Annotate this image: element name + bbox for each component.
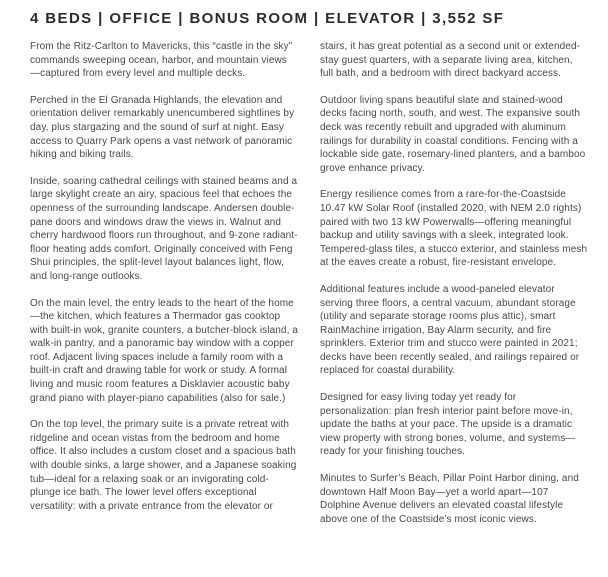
paragraph-top-level: On the top level, the primary suite is a private retreat with ridgeline and ocean vistas from the bedroom and home office. It also includes a custom closet and a spacious bath with double sinks, a large shower, and a Japanese soaking tub—ideal for a relaxing soak or an invigorating cold-plunge ice bath. The lower level offers exceptional versatility: with a private entrance from the elevator or	[30, 419, 297, 512]
paragraph-outdoor-living: Outdoor living spans beautiful slate and stained-wood decks facing north, south, and west. The expansive south deck was recently rebuilt and upgraded with aluminum railings for durability in coastal conditions. Fencing with a lockable side gate, rosemary-lined planters, and a bamboo grove enhance privacy.	[320, 94, 586, 174]
paragraph-energy: Energy resilience comes from a rare-for-the-Coastside 10.47 kW Solar Roof (installed 2020, with NEM 2.0 rights) paired with two 13 kW Powerwalls—offering meaningful backup and utility savings with a sleek, integrated look. Tempered-glass tiles, a stucco exterior, and stainless mesh at the eaves create a robust, fire-resistant envelope.	[320, 189, 588, 269]
paragraph-interior: Inside, soaring cathedral ceilings with stained beams and a large skylight create an airy, spacious feel that echoes the openness of the surrounding landscape. Andersen double-pane doors and windows draw the views in. Walnut and cherry hardwood floors run throughout, and 9-zone radiant-floor heating adds comfort. Originally conceived with Feng Shui principles, the split-level layout balances light, flow, and long-range outlooks.	[30, 175, 298, 282]
description-columns	[30, 40, 588, 526]
paragraph-overview: From the Ritz-Carlton to Mavericks, this “castle in the sky” commands sweeping ocean, harbor, and mountain views —captured from every level and multiple decks.	[30, 41, 293, 80]
right-column	[320, 40, 588, 526]
page-title: 4 BEDS | OFFICE | BONUS ROOM | ELEVATOR | 3,552 SF	[30, 10, 505, 27]
paragraph-personalization: Designed for easy living today yet ready for personalization: plan fresh interior paint before move-in, update the baths at your pace. The upside is a dramatic view property with strong bones, volume, and systems—ready for your finishing touches.	[320, 392, 576, 458]
paragraph-additional-features: Additional features include a wood-paneled elevator serving three floors, a central vacuum, abundant storage (utility and separate storage rooms plus attic), smart RainMachine irrigation, Bay Alarm security, and fire sprinklers. Exterior trim and stucco were painted in 2021; decks have been recently sealed, and railings repaired or replaced for coastal durability.	[320, 283, 580, 377]
paragraph-main-level: On the main level, the entry leads to the heart of the home—the kitchen, which features a Thermador gas cooktop with built-in wok, granite counters, a butcher-block island, a walk-in pantry, and a panoramic bay window with a copper roof. Adjacent living spaces include a family room with a built-in craft and drawing table for work or study. A formal living and music room features a Disklavier acoustic baby grand piano with player-piano capabilities (also for sale.)	[30, 297, 298, 404]
paragraph-lower-level-continued: stairs, it has great potential as a second unit or extended-stay guest quarters, with a separate living area, kitchen, full bath, and a bedroom with direct backyard access.	[320, 41, 581, 80]
paragraph-location: Perched in the El Granada Highlands, the elevation and orientation deliver remarkably unencumbered sightlines by day, plus stargazing and the sound of surf at night. Easy access to Quarry Park opens a vast network of panoramic hiking and biking trails.	[30, 94, 295, 161]
paragraph-neighborhood: Minutes to Surfer’s Beach, Pillar Point Harbor dining, and downtown Half Moon Bay—yet a world apart—107 Dolphine Avenue delivers an elevated coastal lifestyle above one of the Coastside’s most iconic views.	[320, 473, 579, 525]
left-column	[30, 40, 298, 526]
